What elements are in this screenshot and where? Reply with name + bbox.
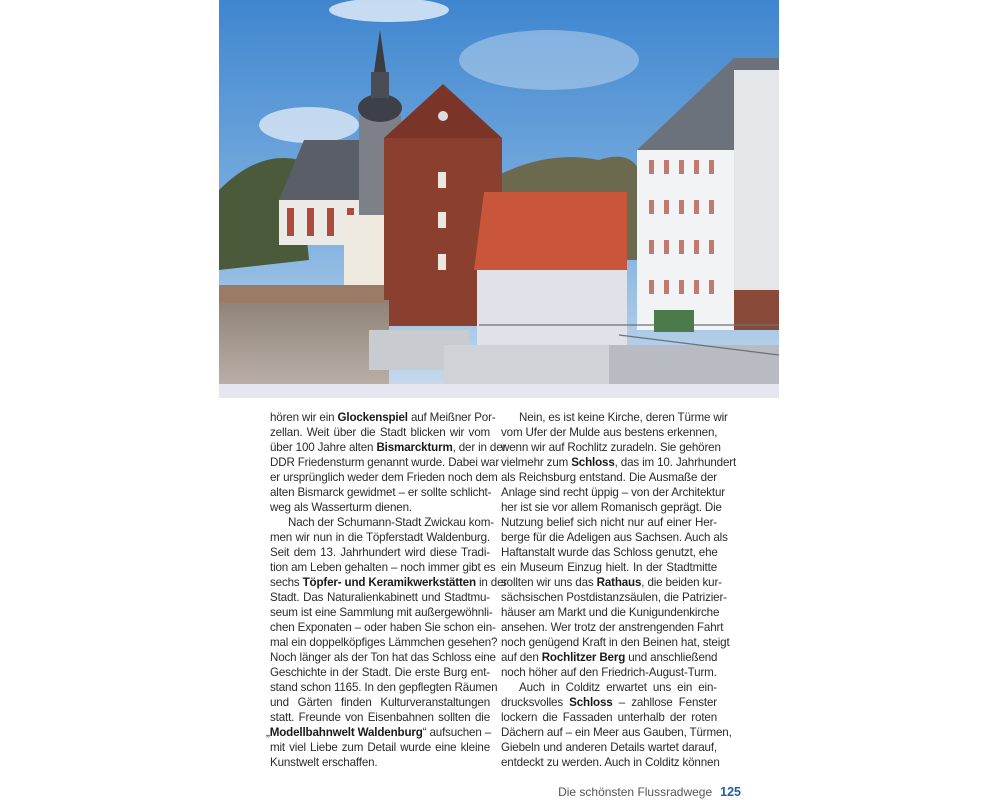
text-segment: DDR Friedensturm genannt wurde. Dabei war — [270, 456, 500, 469]
text-line — [270, 635, 498, 650]
text-line — [270, 560, 496, 575]
text-line — [501, 620, 724, 635]
text-line — [501, 650, 717, 665]
text-line — [501, 545, 717, 560]
text-line — [501, 740, 717, 755]
text-line — [270, 575, 508, 590]
text-segment: Auch in Colditz erwartet uns ein ein- — [519, 681, 717, 694]
text-segment: Seit dem 13. Jahrhundert wird diese Tradi- — [270, 546, 490, 559]
text-segment: Geschichte in der Stadt. Die erste Burg ent- — [270, 666, 490, 679]
bold-term: Rathaus — [596, 576, 642, 589]
text-segment: mit viel Liebe zum Detail wurde eine kleine — [270, 741, 490, 754]
text-segment: auf Meißner Por- — [407, 411, 496, 424]
bold-term: Töpfer- und Keramikwerkstätten — [302, 576, 476, 589]
text-segment: Anlage sind recht üppig – von der Architektur — [501, 486, 725, 499]
text-segment: über 100 Jahre alten — [270, 441, 377, 454]
text-line — [270, 740, 490, 755]
bold-term: Rochlitzer Berg — [541, 651, 626, 664]
text-line — [270, 485, 490, 500]
text-line — [501, 425, 717, 440]
text-segment: Nutzung belief sich nicht nur auf einer Her- — [501, 516, 717, 529]
page-footer — [558, 785, 741, 799]
text-line — [270, 410, 496, 425]
text-segment: und anschließend — [625, 651, 718, 664]
text-segment: – zahllose Fenster — [612, 696, 718, 709]
text-segment: Stadt. Das Naturalienkabinett und Stadtmu- — [270, 591, 490, 604]
text-column-right — [501, 410, 737, 770]
text-segment: auf den — [501, 651, 542, 664]
text-segment: “ aufsuchen – — [422, 726, 492, 739]
text-line — [270, 440, 507, 455]
page-number: 125 — [720, 785, 741, 799]
text-segment: häuser am Markt und die Kunigundenkirche — [501, 606, 720, 619]
text-line — [501, 485, 725, 500]
text-line — [501, 680, 717, 695]
text-segment: Haftanstalt wurde das Schloss genutzt, ehe — [501, 546, 718, 559]
text-line — [501, 470, 717, 485]
text-segment: men wir nun in die Töpferstadt Waldenburg. — [270, 531, 490, 544]
text-line — [501, 410, 728, 425]
text-segment: noch genügend Kraft in den Beinen hat, steigt — [501, 636, 730, 649]
text-line — [266, 725, 490, 740]
text-segment: vom Ufer der Mulde aus bestens erkennen, — [501, 426, 718, 439]
text-line — [270, 665, 490, 680]
text-segment: her ist sie vor allem Romanisch geprägt. Die — [501, 501, 722, 514]
text-line — [501, 710, 717, 725]
text-segment: sächsischen Postdistanzsäulen, die Patrizier- — [501, 591, 727, 604]
text-line — [270, 650, 496, 665]
text-segment: alten Bismarck gewidmet – er sollte schlicht- — [270, 486, 492, 499]
text-line — [501, 695, 717, 710]
text-line — [270, 755, 490, 770]
text-segment: Kunstwelt erschaffen. — [270, 756, 378, 769]
text-line — [270, 530, 490, 545]
bold-term: Bismarckturm — [376, 441, 453, 454]
text-segment: , der in der — [452, 441, 507, 454]
text-line — [501, 575, 722, 590]
text-segment: „ — [266, 726, 270, 739]
text-segment: als Reichsburg entstand. Die Ausmaße der — [501, 471, 717, 484]
text-segment: seum ist eine Sammlung mit außergewöhnli- — [270, 606, 493, 619]
text-segment: chen Exponaten – oder haben Sie schon ein- — [270, 621, 496, 634]
text-segment: ansehen. Wer trotz der anstrengenden Fahrt — [501, 621, 724, 634]
text-segment: sechs — [270, 576, 303, 589]
photo-caption-strip — [219, 384, 779, 398]
text-line — [501, 635, 730, 650]
text-segment: tion am Leben gehalten – noch immer gibt es — [270, 561, 496, 574]
text-segment: wenn wir auf Rochlitz zuradeln. Sie gehören — [501, 441, 721, 454]
text-segment: stand schon 1165. In den gepflegten Räumen — [270, 681, 498, 694]
text-segment: vielmehr zum — [501, 456, 572, 469]
text-line — [270, 710, 490, 725]
text-segment: , das im 10. Jahrhundert — [614, 456, 737, 469]
text-segment: ein Museum Einzug hielt. In der Stadtmitte — [501, 561, 717, 574]
text-segment: statt. Freunde von Eisenbahnen sollten die — [270, 711, 490, 724]
text-line — [501, 530, 728, 545]
text-segment: zellan. Weit über die Stadt blicken wir vom — [270, 426, 490, 439]
text-segment: noch höher auf den Friedrich-August-Turm. — [501, 666, 717, 679]
text-line — [270, 695, 490, 710]
text-line — [501, 455, 737, 470]
text-segment: Giebeln und anderen Details wartet darauf, — [501, 741, 717, 754]
text-segment: drucksvolles — [501, 696, 570, 709]
text-line — [501, 500, 722, 515]
text-segment: er ursprünglich weder dem Frieden noch dem — [270, 471, 498, 484]
text-segment: mal ein doppelköpfiges Lämmchen gesehen? — [270, 636, 498, 649]
text-segment: , die beiden kur- — [641, 576, 722, 589]
text-line — [270, 455, 500, 470]
text-segment: entdeckt zu werden. Auch in Colditz können — [501, 756, 720, 769]
text-line — [270, 620, 496, 635]
text-line — [270, 470, 498, 485]
bold-term: Glockenspiel — [337, 411, 408, 424]
text-line — [501, 560, 717, 575]
text-column-left — [266, 410, 508, 770]
text-line — [501, 755, 720, 770]
text-segment: sollten wir uns das — [501, 576, 597, 589]
text-line — [501, 665, 717, 680]
text-segment: Nach der Schumann-Stadt Zwickau kom- — [288, 516, 494, 529]
text-line — [270, 605, 493, 620]
text-segment: berge für die Adeligen aus Sachsen. Auch als — [501, 531, 728, 544]
text-line — [270, 425, 490, 440]
running-title: Die schönsten Flussradwege — [558, 785, 713, 799]
text-segment: Noch länger als der Ton hat das Schloss eine — [270, 651, 496, 664]
text-line — [501, 725, 732, 740]
text-line — [270, 680, 498, 695]
text-line — [270, 500, 490, 515]
photo-rochlitz-riverside — [219, 0, 779, 384]
text-line — [501, 515, 717, 530]
text-segment: Dächern auf – ein Meer aus Gauben, Türmen, — [501, 726, 732, 739]
text-line — [270, 515, 494, 530]
text-segment: weg als Wasserturm dienen. — [270, 501, 412, 514]
text-line — [270, 590, 490, 605]
text-segment: Nein, es ist keine Kirche, deren Türme wir — [519, 411, 728, 424]
text-segment: hören wir ein — [270, 411, 338, 424]
text-segment: in der — [475, 576, 508, 589]
bold-term: Modellbahnwelt Waldenburg — [269, 726, 423, 739]
text-segment: lockern die Fassaden unterhalb der roten — [501, 711, 717, 724]
text-line — [501, 605, 720, 620]
text-segment: und Gärten finden Kulturveranstaltungen — [270, 696, 490, 709]
bold-term: Schloss — [571, 456, 615, 469]
text-line — [501, 590, 727, 605]
text-line — [501, 440, 721, 455]
bold-term: Schloss — [569, 696, 613, 709]
text-line — [270, 545, 490, 560]
